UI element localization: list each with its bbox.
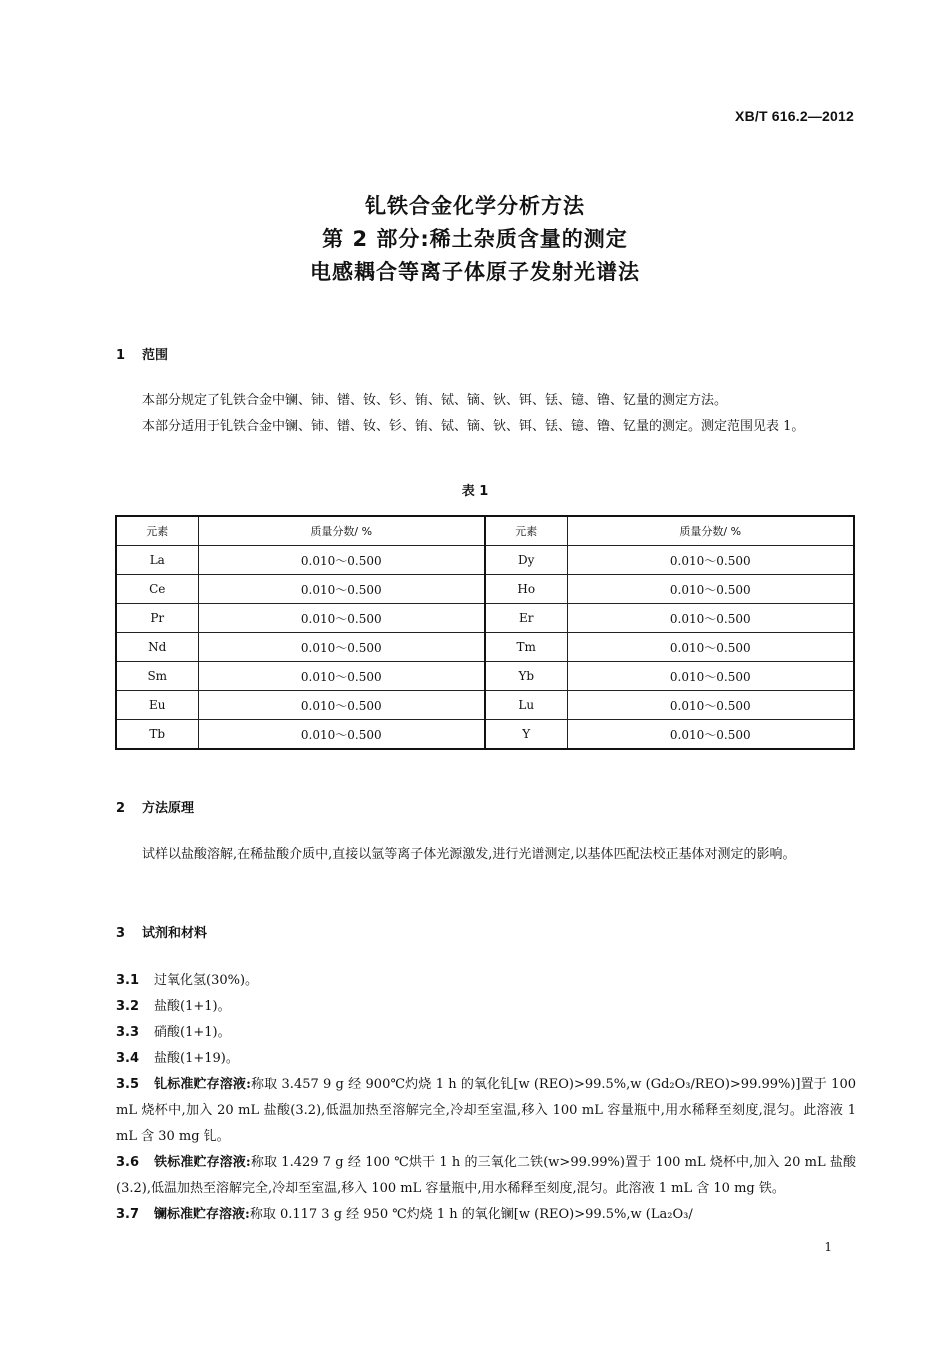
element-cell: Dy [485, 546, 567, 575]
list-item [116, 994, 856, 1020]
list-item [116, 1072, 856, 1150]
section-3-heading [116, 922, 207, 941]
element-cell: Nd [116, 633, 198, 662]
range-cell: 0.010～0.500 [198, 546, 485, 575]
reagent-list [116, 968, 856, 1228]
list-item [116, 1202, 856, 1228]
list-item [116, 1020, 856, 1046]
range-cell: 0.010～0.500 [567, 604, 854, 633]
paragraph: 试样以盐酸溶解,在稀盐酸介质中,直接以氩等离子体光源激发,进行光谱测定,以基体匹配法校正基体对测定的影响。 [142, 847, 796, 862]
item-text: 盐酸(1+1)。 [154, 999, 231, 1014]
header-cell: 元素 [485, 516, 567, 546]
title-line-3: 电感耦合等离子体原子发射光谱法 [310, 260, 640, 284]
range-cell: 0.010～0.500 [567, 633, 854, 662]
list-item [116, 968, 856, 994]
range-cell: 0.010～0.500 [567, 575, 854, 604]
element-cell: Yb [485, 662, 567, 691]
section-number: 3 [116, 926, 126, 941]
list-item [116, 1150, 856, 1202]
item-text: 盐酸(1+19)。 [154, 1051, 239, 1066]
paragraph: 本部分适用于钆铁合金中镧、铈、镨、钕、钐、铕、铽、镝、钬、铒、铥、镱、镥、钇量的测定。测定范围见表 1。 [142, 419, 805, 434]
paragraph: 本部分规定了钆铁合金中镧、铈、镨、钕、钐、铕、铽、镝、钬、铒、铥、镱、镥、钇量的测定方法。 [142, 393, 728, 408]
item-number: 3.6 [116, 1155, 140, 1170]
page-number: 1 [824, 1240, 832, 1254]
table-header-row [116, 516, 854, 546]
item-text: 过氧化氢(30%)。 [154, 973, 259, 988]
range-cell: 0.010～0.500 [198, 575, 485, 604]
item-text: 硝酸(1+1)。 [154, 1025, 231, 1040]
item-number: 3.4 [116, 1051, 140, 1066]
range-cell: 0.010～0.500 [198, 691, 485, 720]
item-number: 3.7 [116, 1207, 140, 1222]
table-row [116, 720, 854, 750]
element-cell: Pr [116, 604, 198, 633]
item-text: 称取 0.117 3 g 经 950 ℃灼烧 1 h 的氧化镧[w (REO)>99.5%,w (La₂O₃/ [249, 1207, 693, 1222]
range-cell: 0.010～0.500 [567, 662, 854, 691]
table-row [116, 662, 854, 691]
list-item [116, 1046, 856, 1072]
section-number: 2 [116, 801, 126, 816]
element-cell: Er [485, 604, 567, 633]
table-row [116, 633, 854, 662]
range-cell: 0.010～0.500 [198, 662, 485, 691]
header-cell: 元素 [116, 516, 198, 546]
element-cell: Lu [485, 691, 567, 720]
item-number: 3.2 [116, 999, 140, 1014]
section-2-body [116, 842, 856, 868]
item-number: 3.1 [116, 973, 140, 988]
range-cell: 0.010～0.500 [567, 546, 854, 575]
range-cell: 0.010～0.500 [567, 691, 854, 720]
item-label: 铁标准贮存溶液: [154, 1155, 251, 1170]
range-cell: 0.010～0.500 [567, 720, 854, 750]
table-row [116, 575, 854, 604]
section-title: 试剂和材料 [142, 926, 208, 941]
element-cell: La [116, 546, 198, 575]
standard-code: XB/T 616.2—2012 [735, 108, 854, 124]
section-1-heading [116, 344, 168, 363]
item-text: 称取 3.457 9 g 经 900℃灼烧 1 h 的氧化钆[w (REO)>99.5%,w (Gd₂O₃/REO)>99.99%)]置于 100 mL 烧杯中,加入 20 mL 盐酸(3.2),低温加热至溶解完全,冷却至室温,移入 100 mL 容量瓶中,用水稀释至刻度,混匀。此溶液 1 mL 含 30 mg 钆。 [116, 1077, 856, 1144]
element-cell: Y [485, 720, 567, 750]
title-line-1: 钆铁合金化学分析方法 [365, 194, 585, 218]
item-text: 称取 1.429 7 g 经 100 ℃烘干 1 h 的三氧化二铁(w>99.99%)置于 100 mL 烧杯中,加入 20 mL 盐酸(3.2),低温加热至溶解完全,冷却至室温,移入 100 mL 容量瓶中,用水稀释至刻度,混匀。此溶液 1 mL 含 10 mg 铁。 [116, 1155, 856, 1196]
element-cell: Ce [116, 575, 198, 604]
table-caption: 表 1 [461, 484, 489, 499]
section-1-body [116, 388, 856, 440]
section-title: 范围 [142, 348, 169, 363]
measurement-range-table [115, 515, 855, 750]
element-cell: Sm [116, 662, 198, 691]
element-cell: Eu [116, 691, 198, 720]
item-label: 镧标准贮存溶液: [154, 1207, 250, 1222]
element-cell: Tb [116, 720, 198, 750]
title-line-2: 第 2 部分:稀土杂质含量的测定 [322, 227, 628, 251]
element-cell: Ho [485, 575, 567, 604]
section-2-heading [116, 797, 194, 816]
table-row [116, 546, 854, 575]
table-row [116, 604, 854, 633]
section-number: 1 [116, 348, 126, 363]
item-number: 3.3 [116, 1025, 140, 1040]
document-title [0, 190, 950, 289]
element-cell: Tm [485, 633, 567, 662]
item-number: 3.5 [116, 1077, 140, 1092]
range-cell: 0.010～0.500 [198, 604, 485, 633]
header-cell: 质量分数/ % [567, 516, 854, 546]
table-row [116, 691, 854, 720]
range-cell: 0.010～0.500 [198, 720, 485, 750]
range-cell: 0.010～0.500 [198, 633, 485, 662]
section-title: 方法原理 [142, 801, 195, 816]
header-cell: 质量分数/ % [198, 516, 485, 546]
item-label: 钆标准贮存溶液: [154, 1077, 251, 1092]
